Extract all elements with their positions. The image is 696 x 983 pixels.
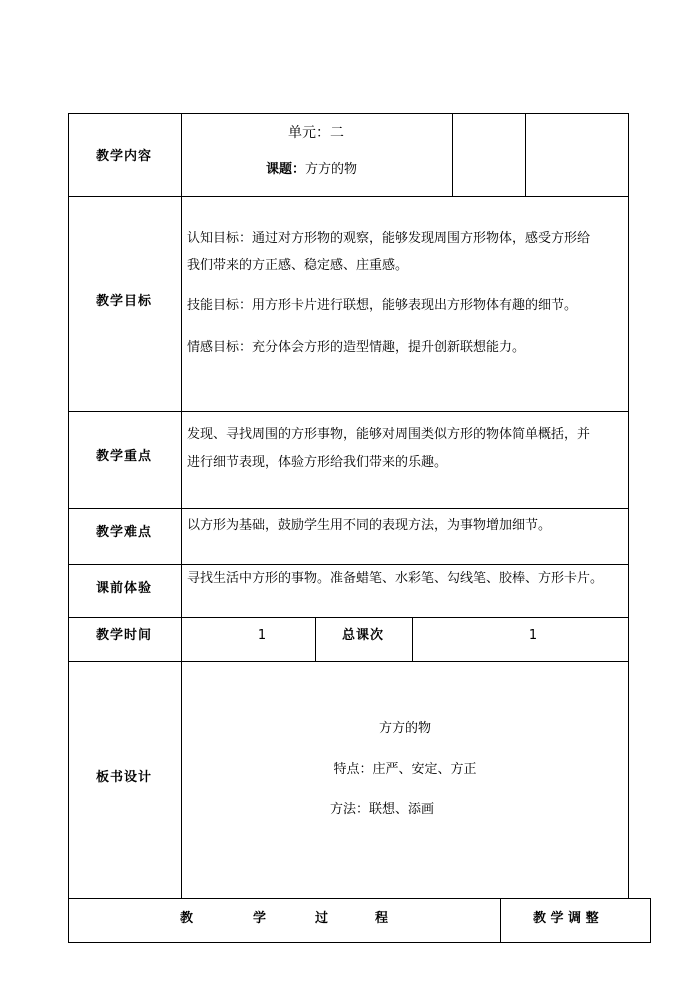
row-divider [68,617,629,618]
objective-line: 我们带来的方正感、稳定感、庄重感。 [187,258,409,273]
row-divider [68,411,629,412]
column-divider [452,113,453,197]
unit-text: 单元：二 [288,125,344,141]
topic-value: 方方的物 [305,162,358,177]
column-divider [412,617,413,662]
unit-field [288,125,344,141]
preparation-label: 课前体验 [95,581,153,596]
difficulty-label: 教学难点 [95,525,153,540]
process-char: 学 [253,911,267,926]
focus-line: 进行细节表现，体验方形给我们带来的乐趣。 [187,455,448,470]
focus-label: 教学重点 [95,449,153,464]
objective-line: 认知目标：通过对方形物的观察，能够发现周围方形物体，感受方形给 [187,231,591,246]
time-label: 教学时间 [95,628,153,643]
objective-line: 技能目标：用方形卡片进行联想，能够表现出方形物体有趣的细节。 [187,298,578,313]
row-divider [68,508,629,509]
time-value: 1 [257,628,267,643]
topic-field [266,162,357,178]
row-divider [68,196,629,197]
column-divider [525,113,526,197]
adjust-label: 教 学 调 整 [533,911,599,926]
column-divider [500,898,501,943]
process-char: 程 [375,911,389,926]
difficulty-text: 以方形为基础，鼓励学生用不同的表现方法，为事物增加细节。 [187,518,552,533]
total-sessions-label: 总课次 [341,628,385,643]
board-method: 方法：联想、添画 [329,802,435,817]
column-divider [315,617,316,662]
row-divider [68,661,629,662]
board-feature: 特点：庄严、安定、方正 [333,762,477,777]
table-border-left [68,113,69,943]
content-label: 教学内容 [95,149,153,164]
row-divider [68,564,629,565]
column-divider [181,113,182,899]
process-char: 过 [315,911,329,926]
preparation-text: 寻找生活中方形的事物。准备蜡笔、水彩笔、勾线笔、胶棒、方形卡片。 [187,571,604,586]
table-border-top [68,113,629,114]
process-char: 教 [180,911,194,926]
topic-label: 课题： [266,162,306,177]
table-border-bottom [68,942,651,943]
board-label: 板书设计 [95,770,153,785]
board-title: 方方的物 [378,721,432,736]
objectives-label: 教学目标 [95,294,153,309]
focus-line: 发现、寻找周围的方形事物，能够对周围类似方形的物体简单概括，并 [187,427,591,442]
footer-border-right [650,898,651,943]
table-border-right [628,113,629,899]
row-divider [68,898,651,899]
total-sessions-value: 1 [528,628,538,643]
objective-line: 情感目标：充分体会方形的造型情趣，提升创新联想能力。 [187,340,526,355]
